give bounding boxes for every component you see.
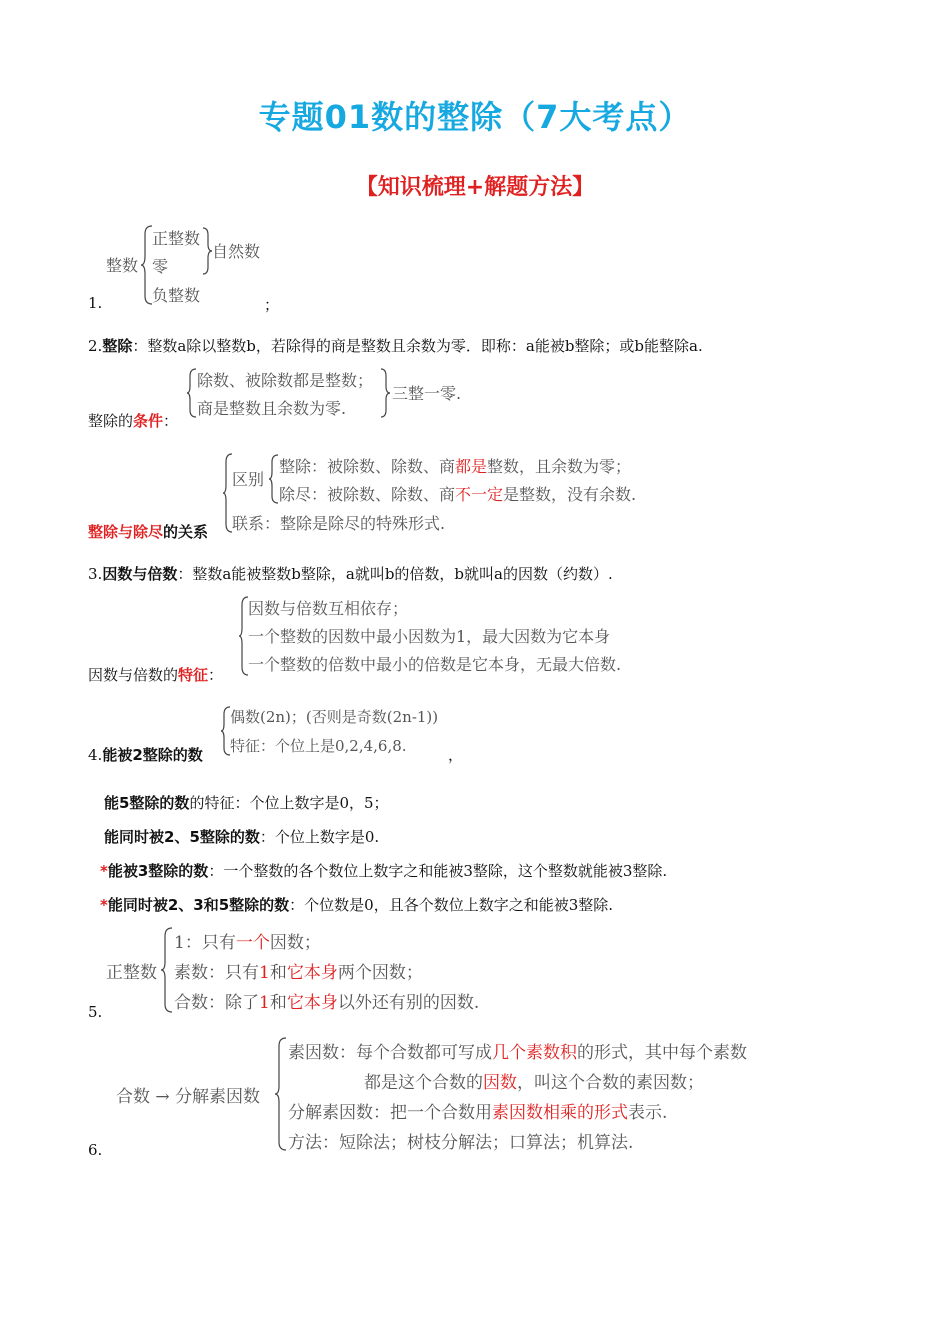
section-2-head: 整除 [102,337,133,355]
positive-integer: 正整数 [152,229,201,248]
divisible-3-line: *能被3整除的数：一个整数的各个数位上数字之和能被3整除，这个整数就能被3整除. [100,862,668,880]
divisible-difference: 整除：被除数、除数、商都是整数，且余数为零； [279,457,632,476]
relation-label: 整除与除尽的关系 [88,523,209,541]
condition-keyword: 条件 [133,412,164,430]
arrow-icon: → [155,1087,170,1107]
section-4-end: ， [448,746,464,764]
brace-6 [160,926,174,1014]
feature-item-2: 一个整数的因数中最小因数为1，最大因数为它本身 [248,627,611,646]
condition-summary: 三整一零. [392,384,462,403]
prime-factor-line-2: 都是这个合数的因数，叫这个合数的素因数； [364,1073,704,1093]
natural-number: 自然数 [212,242,261,261]
divisible-2-5-line: 能同时被2、5整除的数：个位上数字是0. [104,828,380,846]
even-feature: 特征：个位上是0,2,4,6,8. [230,737,407,755]
page-subtitle: 【知识梳理+解题方法】 [355,175,595,200]
composite-root: 合数 → 分解素因数 [116,1087,261,1107]
even-number: 偶数(2n)；(否则是奇数(2n-1)) [230,708,439,726]
divisible-condition-label: 整除的条件： [88,412,179,430]
condition-item-2: 商是整数且余数为零. [197,399,347,418]
negative-integer: 负整数 [152,286,201,305]
section-3-line: 3.因数与倍数：整数a能被整数b整除，a就叫b的倍数，b就叫a的因数（约数）. [88,565,613,583]
star-marker: * [100,862,108,880]
star-marker: * [100,896,108,914]
exact-division-difference: 除尽：被除数、除数、商不一定是整数，没有余数. [279,485,637,504]
prime-factor-line-1: 素因数：每个合数都可写成几个素数积的形式，其中每个素数 [288,1043,747,1063]
section-6-number: 6. [88,1141,103,1159]
feature-item-3: 一个整数的倍数中最小的倍数是它本身，无最大倍数. [248,655,622,674]
brace-2b [380,367,392,419]
composite-line: 合数：除了1和它本身以外还有别的因数. [174,993,480,1013]
one-line: 1：只有一个因数； [174,933,321,953]
difference-label: 区别 [232,470,265,489]
section-5-number: 5. [88,1003,103,1021]
prime-line: 素数：只有1和它本身两个因数； [174,963,423,983]
page-title: 专题01数的整除（7大考点） [258,98,692,136]
section-2-number: 2. [88,337,103,355]
zero: 零 [152,257,169,276]
section-1-end: ； [264,296,280,314]
section-2-line [88,335,703,356]
feature-label: 因数与倍数的特征： [88,666,224,684]
integer-root: 整数 [106,256,139,275]
section-4-line: 4.能被2整除的数 [88,746,203,764]
divisible-2-3-5-line: *能同时被2、3和5整除的数：个位数是0，且各个数位上数字之和能被3整除. [100,896,614,914]
feature-item-1: 因数与倍数互相依存； [248,599,409,618]
method-line: 方法：短除法；树枝分解法；口算法；机算法. [288,1133,634,1153]
section-1-number: 1. [88,294,103,312]
brace-7 [274,1036,288,1152]
positive-integer-root: 正整数 [106,963,157,983]
condition-item-1: 除数、被除数都是整数； [197,371,374,390]
relation-link: 联系：整除是除尽的特殊形式. [232,514,446,533]
decomposition-line: 分解素因数：把一个合数用素因数相乘的形式表示. [288,1103,668,1123]
section-2-text: ：整数a除以整数b，若除得的商是整数且余数为零．即称：a能被b整除；或b能整除a. [132,337,703,355]
divisible-5-line: 能5整除的数的特征：个位上数字是0，5； [104,794,389,812]
